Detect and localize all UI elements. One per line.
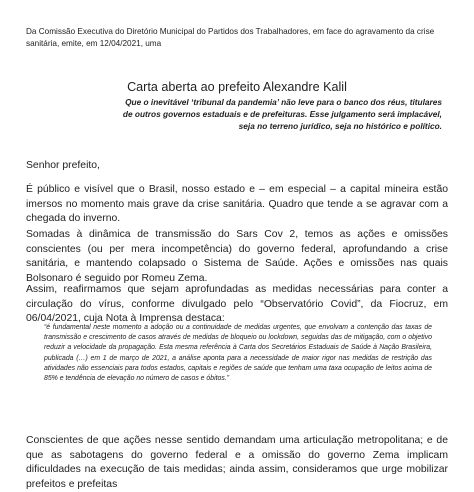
paragraph-3: Assim, reafirmamos que sejam aprofundadas as medidas necessárias para conter a circulação do vírus, conforme divulgado pelo “Observatório Covid”, da Fiocruz, em 06/04/2021, cuja Nota à Imprensa destaca: [26,284,448,325]
intro-text: Da Comissão Executiva do Diretório Municipal do Partidos dos Trabalhadores, em face do agravamento da crise sanitária, emite, em 12/04/2021, uma [26,27,435,48]
paragraph-2: Somadas à dinâmica de transmissão do Sars Cov 2, temos as ações e omissões conscientes (ou per mera incompetência) do governo federal, aprofundando a crise sanitária, e mantendo colapsado o Sistema de Saúde. Ações e omissões nas quais Bolsonaro é seguido por Romeu Zema. [26,229,448,284]
block-quote: “é fundamental neste momento a adoção ou a continuidade de medidas urgentes, que envolvam a contenção das taxas de transmissão e crescimento de casos através de medidas de bloqueio ou lockdown, seguidas das de mitigação, com o objetivo reduzir a velocidade da propagação. Esta mesma referência à Carta dos Secretários Estaduais de Saúde à Nação Brasileira, publicada (…) em 1 de março de 2021, a análise aponta para a necessidade de maior rigor nas medidas de restrição das atividades não essenciais para todos estados, capitais e regiões de saúde que tenham uma taxa ocupação de leitos acima de 85% e tendência de elevação no número de casos e óbitos.” [44,324,432,383]
paragraph-4: Conscientes de que ações nesse sentido demandam uma articulação metropolitana; e de que as sabotagens do governo federal e a omissão do governo Zema implicam dificuldades na execução de tais medidas; ainda assim, consideramos que urge mobilizar prefeitos e prefeitas [26,435,448,490]
salutation: Senhor prefeito, [26,160,100,171]
letter-title: Carta aberta ao prefeito Alexandre Kalil [127,80,347,94]
epigraph: Que o inevitável ‘tribunal da pandemia’ não leve para o banco dos réus, titulares de outros governos estaduais e de prefeituras. Esse julgamento será implacável, seja no terreno jurídico, seja no histórico e político. [122,97,442,132]
paragraph-1: É público e visível que o Brasil, nosso estado e – em especial – a capital mineira estão imersos no momento mais grave da crise sanitária. Quadro que tende a se agravar com a chegada do inverno. [26,184,448,225]
